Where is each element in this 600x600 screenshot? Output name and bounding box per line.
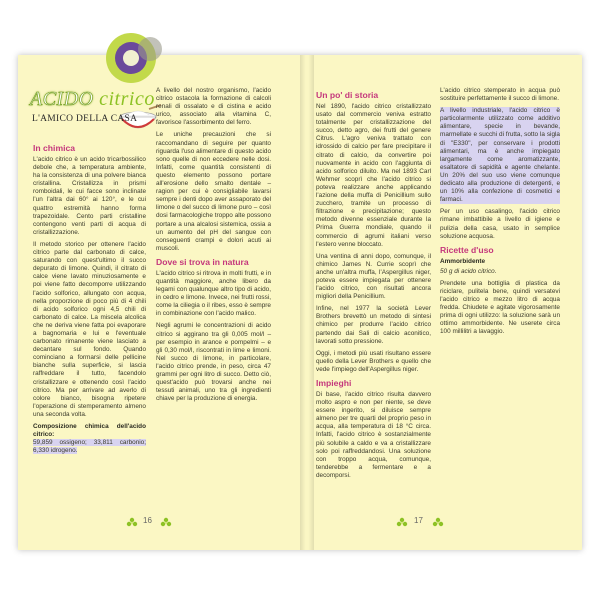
flower-icon — [432, 517, 444, 529]
paragraph: Oggi, i metodi più usati risultano essere quello della Lever Brothers e quello che vede l'impiego dell'Aspergillus niger. — [316, 349, 431, 373]
section-title-in-chimica: In chimica — [33, 143, 76, 153]
highlighted-paragraph: A livello industriale, l'acido citrico è particolarmente utilizzato come additivo alimentare, specie in bevande, marmellate e succhi di frutta, sotto la sigla di "E330", per conservare i prodotti alimentari, ma è anche impiegato largamente come aromatizzante, esaltatore di sapidità e agente chelante. Un 20% del suo uso viene comunque dedicato alla produzione di detergenti, e un 10% alla confezione di cosmetici e farmaci. — [440, 107, 560, 204]
section-title-storia: Un po' di storia — [316, 90, 379, 100]
paragraph: A livello del nostro organismo, l'acido citrico ostacola la formazione di calcoli renali di ossalato e di cistina e acido urico, associato alla vitamina C, favorisce l'assorbimento del ferro. — [156, 87, 271, 127]
section-title-dove-si-trova: Dove si trova in natura — [156, 256, 249, 267]
paragraph: L'acido citrico stemperato in acqua può sostituire perfettamente il succo di limone. — [440, 87, 560, 103]
title-word-citrico: citrico — [99, 88, 155, 110]
paragraph: Le uniche precauzioni che si raccomandano di seguire per quanto riguarda l'uso alimentare di questo acido sono quelle di non eccedere nelle dosi. Infatti, come quantità consistenti di questo elemento possono portare all'erosione dello smalto dentale – ragion per cui è consigliabile lavarsi sempre i denti dopo aver assaporato del limone o del succo di limone puro – così dosi farmacologiche troppo alte possono portare a una alcalosi sistemica, ossia a un aumento del pH del sangue con conseguenti crampi e dolori acuti ai muscoli. — [156, 131, 271, 252]
recipe-text: Prendete una bottiglia di plastica da riciclare, pulitela bene, quindi versatevi l'acido citrico e mezzo litro di acqua fredda. Chiudete e agitate vigorosamente prima di ogni utilizzo: la soluzione sarà un ottimo ammorbidente. Ne userete circa 100 millilitri a lavaggio. — [440, 279, 560, 336]
flower-icon — [396, 517, 408, 529]
right-column-1 — [316, 87, 431, 479]
paragraph: Di base, l'acido citrico risulta davvero molto aspro e non per niente, se deve essere ingerito, si diluisce sempre almeno per tre quarti del proprio peso in acqua, alla temperatura di 18 °C circa. Infatti, l'acido citrico è sostanzialmente più solubile a caldo e va a cristallizzare solo poi raffreddandosi. Una soluzione con troppo acqua, comunque, tenderebbe a fermentare e a decomporsi. — [316, 391, 431, 479]
left-column-2 — [156, 87, 271, 407]
paragraph: Per un uso casalingo, l'acido citrico rimane imbattibile a livello di igiene e pulizia della casa, usato in semplice soluzione acquosa. — [440, 208, 560, 240]
paragraph: Nel 1890, l'acido citrico cristallizzato usato dal commercio veniva estratto totalmente per cristallizzazione del succo, detto agro, dei frutti del genere Citrus. L'agro veniva trattato con idrossido di calcio per fare precipitare il citrato di calcio, da convertire poi nuovamente in acido con l'aggiunta di acido solforico diluito. Ma nel 1893 Carl Wehmer scoprì che l'acido citrico si poteva realizzare anche applicando l'azione della muffa di Penicillium sullo zucchero, tramite un processo di filtrazione e precipitazione; questo metodo divenne essenziale durante la Prima Guerra mondiale, quando il commercio di agrumi italiani verso l'estero venne bloccato. — [316, 103, 431, 248]
paragraph: L'acido citrico si ritrova in molti frutti, e in quantità maggiore, anche libero da legami con qualunque altro tipo di acido, in cedro e limone. Invece, nei frutti rossi, come la ciliegia o il ribes, esso è sempre in combinazione con l'acido malico. — [156, 269, 271, 318]
flower-icon — [126, 517, 138, 529]
left-column-1 — [33, 140, 146, 459]
section-title-ricette: Ricette d'uso — [440, 244, 494, 255]
section-title-impieghi: Impieghi — [316, 378, 352, 388]
page-number-right: 17 — [414, 516, 423, 525]
flower-icon — [160, 517, 172, 529]
composition-label: Composizione chimica dell'acido citrico: — [33, 423, 146, 439]
decor-circle-white — [123, 50, 139, 66]
book-subtitle: L'AMICO DELLA CASA — [32, 114, 138, 124]
paragraph: Il metodo storico per ottenere l'acido citrico parte dal carbonato di calce, saturando con quest'ultimo il succo depurato di limone. Quindi, il citrato di calce viene lavato minuziosamente e poi viene fatto decomporre utilizzando l'acido solforico, allungato con acqua, nella proporzione di poco più di 4 chili di acido solforico ogni 4,5 chili di carbonato di calce. La miscela alcolica che ne deriva viene fatta poi evaporare a bagnomaria e lui e l'eventuale carbonato rimanente viene lasciato a decantare sul fondo. Quando cominciano a formarsi delle pellicine bianche sulla superficie, si lascia raffreddare il tutto, facendolo cristallizzare e ottenendo così l'acido citrico. Ma per arrivare ad averlo di colore bianco, bisogna ripetere l'operazione di stemperamento almeno una seconda volta. — [33, 240, 146, 418]
page-number-left: 16 — [143, 516, 152, 525]
paragraph: Una ventina di anni dopo, comunque, il chimico James N. Currie scoprì che anche un'altra muffa, l'Aspergillus niger, poteva essere impiegata per ottenere l'acido citrico, con risultati ancora migliori della Penicillium. — [316, 252, 431, 301]
title-word-acido: ACIDO — [30, 88, 94, 110]
paragraph: L'acido citrico è un acido tricarbossilico debole che, a temperatura ambiente, ha la consistenza di una polvere bianca cristallina. Cristallizza in prismi romboidali, le cui facce sono inclinate l'un l'altra dai 60° ai 120°, e le cui quattro estremità hanno forma trapezoidale. Cento parti cristalline contengono venti parti di acqua di cristallizzazione. — [33, 156, 146, 236]
book-title — [30, 88, 155, 111]
right-column-2 — [440, 87, 560, 341]
paragraph: Negli agrumi le concentrazioni di acido citrico si aggirano tra gli 0,005 mol/l – per esempio in arance e pompelmi – e gli 0,30 mol/l, riscontrati in lime e limoni. Nel succo di limone, in particolare, l'acido citrico prende, in peso, circa 47 grammi per ogni litro di succo. Detto ciò, quest'acido può trovarsi anche nei tessuti animali, uno tra gli ingredienti chiave per la produzione di energia. — [156, 322, 271, 403]
paragraph: Infine, nel 1977 la società Lever Brothers brevettò un metodo di sintesi chimico per produrre l'acido citrico partendo dai Sali di calcio aconitico, lavorati sotto pressione. — [316, 305, 431, 345]
recipe-ingredient: 50 g di acido citrico. — [440, 267, 497, 275]
composition-text: 59,859 ossigeno; 33,811 carbonio; 6,330 idrogeno. — [33, 439, 146, 455]
book-gutter — [300, 55, 314, 550]
recipe-title: Ammorbidente — [440, 257, 486, 265]
decor-circle-grey — [138, 37, 162, 61]
